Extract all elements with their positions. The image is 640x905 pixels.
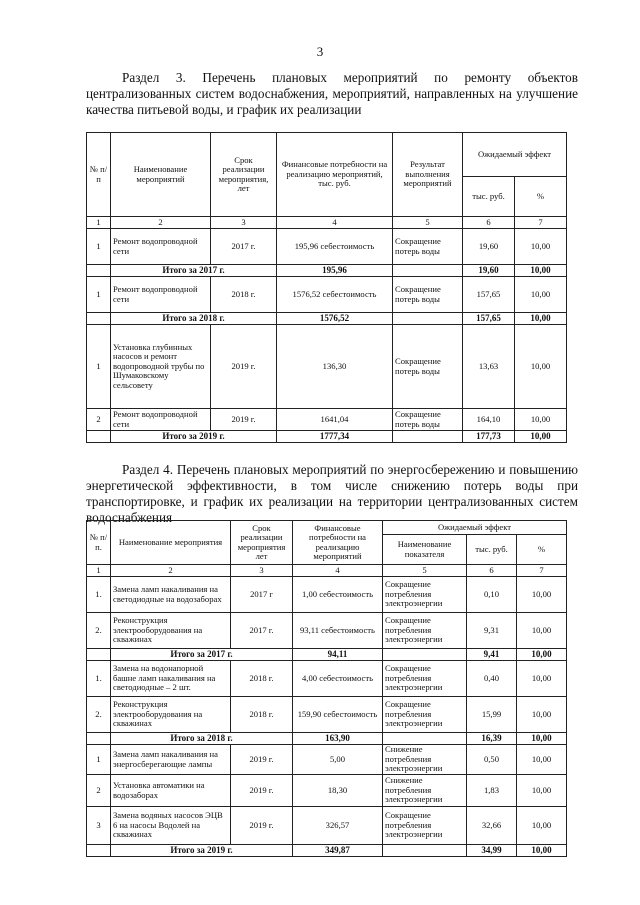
row-pct: 10,00 bbox=[517, 697, 567, 733]
row-rub: 164,10 bbox=[463, 409, 515, 431]
row-pct: 10,00 bbox=[515, 277, 567, 313]
colnum: 7 bbox=[517, 565, 567, 577]
section4-colnum-row bbox=[87, 565, 567, 577]
row-name: Замена ламп накаливания на энергосберегающие лампы bbox=[111, 745, 231, 775]
total-pct: 10,00 bbox=[517, 845, 567, 857]
colnum: 4 bbox=[277, 217, 393, 229]
total-finance: 163,90 bbox=[293, 733, 383, 745]
total-finance: 94,11 bbox=[293, 649, 383, 661]
total-row bbox=[87, 649, 567, 661]
total-spacer bbox=[87, 845, 111, 857]
row-num: 1. bbox=[87, 661, 111, 697]
row-num: 2. bbox=[87, 697, 111, 733]
colnum: 2 bbox=[111, 217, 211, 229]
row-finance: 159,90 себестоимость bbox=[293, 697, 383, 733]
row-term: 2017 г bbox=[231, 577, 293, 613]
total-pct: 10,00 bbox=[517, 649, 567, 661]
colnum: 3 bbox=[231, 565, 293, 577]
row-result: Снижение потребления электроэнергии bbox=[383, 745, 467, 775]
row-pct: 10,00 bbox=[517, 745, 567, 775]
total-spacer bbox=[87, 649, 111, 661]
header-term: Срок реализации мероприятия, лет bbox=[211, 133, 277, 217]
table-row bbox=[87, 613, 567, 649]
row-rub: 1,83 bbox=[467, 775, 517, 807]
page-number: 3 bbox=[316, 44, 324, 59]
header-indicator: Наименование показателя bbox=[383, 535, 467, 565]
row-finance: 93,11 себестоимость bbox=[293, 613, 383, 649]
row-name: Замена на водонапорной башне ламп накаливания на светодиодные – 2 шт. bbox=[111, 661, 231, 697]
total-rub: 157,65 bbox=[463, 313, 515, 325]
row-pct: 10,00 bbox=[517, 775, 567, 807]
colnum: 6 bbox=[467, 565, 517, 577]
colnum: 1 bbox=[87, 565, 111, 577]
row-pct: 10,00 bbox=[515, 325, 567, 409]
total-finance: 195,96 bbox=[277, 265, 393, 277]
total-spacer bbox=[383, 845, 467, 857]
row-rub: 0,10 bbox=[467, 577, 517, 613]
colnum: 6 bbox=[463, 217, 515, 229]
colnum: 3 bbox=[211, 217, 277, 229]
row-name: Ремонт водопроводной сети bbox=[111, 409, 211, 431]
colnum: 1 bbox=[87, 217, 111, 229]
row-num: 1 bbox=[87, 745, 111, 775]
row-rub: 13,63 bbox=[463, 325, 515, 409]
row-result: Сокращение потребления электроэнергии bbox=[383, 807, 467, 845]
total-spacer bbox=[383, 733, 467, 745]
row-num: 1 bbox=[87, 325, 111, 409]
row-term: 2019 г. bbox=[231, 745, 293, 775]
row-result: Снижение потребления электроэнергии bbox=[383, 775, 467, 807]
row-result: Сокращение потребления электроэнергии bbox=[383, 613, 467, 649]
section3-heading: Раздел 3. Перечень плановых мероприятий по ремонту объектов централизованных систем водоснабжения, мероприятий, направленных на улучшение качества питьевой воды, и график их реализации bbox=[86, 70, 578, 117]
row-term: 2019 г. bbox=[211, 325, 277, 409]
section4-header-row bbox=[87, 521, 567, 535]
row-result: Сокращение потребления электроэнергии bbox=[383, 577, 467, 613]
row-term: 2018 г. bbox=[231, 661, 293, 697]
total-pct: 10,00 bbox=[515, 313, 567, 325]
total-rub: 19,60 bbox=[463, 265, 515, 277]
total-label: Итого за 2017 г. bbox=[111, 649, 293, 661]
total-spacer bbox=[383, 649, 467, 661]
total-rub: 9,41 bbox=[467, 649, 517, 661]
row-finance: 1,00 себестоимость bbox=[293, 577, 383, 613]
header-num: № п/п bbox=[87, 133, 111, 217]
header-effect-rub: тыс. руб. bbox=[467, 535, 517, 565]
row-rub: 0,40 bbox=[467, 661, 517, 697]
row-pct: 10,00 bbox=[515, 409, 567, 431]
total-spacer bbox=[393, 313, 463, 325]
section3-header-row bbox=[87, 133, 567, 177]
total-finance: 349,87 bbox=[293, 845, 383, 857]
total-spacer bbox=[393, 265, 463, 277]
total-finance: 1777,34 bbox=[277, 431, 393, 443]
total-pct: 10,00 bbox=[515, 431, 567, 443]
header-effect-pct: % bbox=[515, 177, 567, 217]
row-name: Замена ламп накаливания на светодиодные на водозаборах bbox=[111, 577, 231, 613]
row-result: Сокращение потребления электроэнергии bbox=[383, 661, 467, 697]
table-row bbox=[87, 661, 567, 697]
header-finance: Финансовые потребности на реализацию мероприятий, тыс. руб. bbox=[277, 133, 393, 217]
total-finance: 1576,52 bbox=[277, 313, 393, 325]
table-row bbox=[87, 697, 567, 733]
total-pct: 10,00 bbox=[517, 733, 567, 745]
row-result: Сокращение потерь воды bbox=[393, 409, 463, 431]
row-name: Замена водяных насосов ЭЦВ 6 на насосы Водолей на скважинах bbox=[111, 807, 231, 845]
row-name: Реконструкция электрооборудования на скважинах bbox=[111, 697, 231, 733]
total-row bbox=[87, 845, 567, 857]
total-spacer bbox=[87, 431, 111, 443]
row-term: 2019 г. bbox=[231, 807, 293, 845]
row-finance: 4,00 себестоимость bbox=[293, 661, 383, 697]
total-label: Итого за 2018 г. bbox=[111, 313, 277, 325]
total-row bbox=[87, 265, 567, 277]
row-term: 2019 г. bbox=[231, 775, 293, 807]
table-row bbox=[87, 775, 567, 807]
table-row bbox=[87, 325, 567, 409]
table-row bbox=[87, 577, 567, 613]
row-term: 2018 г. bbox=[231, 697, 293, 733]
header-term: Срок реализации мероприятия лет bbox=[231, 521, 293, 565]
header-effect-rub: тыс. руб. bbox=[463, 177, 515, 217]
total-spacer bbox=[87, 733, 111, 745]
row-finance: 195,96 себестоимость bbox=[277, 229, 393, 265]
row-result: Сокращение потерь воды bbox=[393, 277, 463, 313]
table-row bbox=[87, 229, 567, 265]
total-label: Итого за 2019 г. bbox=[111, 431, 277, 443]
table-row bbox=[87, 807, 567, 845]
row-finance: 1576,52 себестоимость bbox=[277, 277, 393, 313]
row-result: Сокращение потребления электроэнергии bbox=[383, 697, 467, 733]
total-rub: 34,99 bbox=[467, 845, 517, 857]
total-label: Итого за 2018 г. bbox=[111, 733, 293, 745]
total-rub: 16,39 bbox=[467, 733, 517, 745]
colnum: 5 bbox=[383, 565, 467, 577]
row-num: 2. bbox=[87, 613, 111, 649]
row-num: 2 bbox=[87, 409, 111, 431]
total-spacer bbox=[87, 265, 111, 277]
row-result: Сокращение потерь воды bbox=[393, 325, 463, 409]
row-name: Реконструкция электрооборудования на скважинах bbox=[111, 613, 231, 649]
row-name: Установка автоматики на водозаборах bbox=[111, 775, 231, 807]
row-rub: 9,31 bbox=[467, 613, 517, 649]
header-name: Наименование мероприятия bbox=[111, 521, 231, 565]
row-rub: 19,60 bbox=[463, 229, 515, 265]
total-rub: 177,73 bbox=[463, 431, 515, 443]
total-row bbox=[87, 313, 567, 325]
header-effect-pct: % bbox=[517, 535, 567, 565]
total-row bbox=[87, 431, 567, 443]
row-num: 1 bbox=[87, 277, 111, 313]
row-finance: 326,57 bbox=[293, 807, 383, 845]
total-spacer bbox=[393, 431, 463, 443]
row-num: 2 bbox=[87, 775, 111, 807]
row-result: Сокращение потерь воды bbox=[393, 229, 463, 265]
row-name: Ремонт водопроводной сети bbox=[111, 229, 211, 265]
table-row bbox=[87, 277, 567, 313]
row-rub: 157,65 bbox=[463, 277, 515, 313]
row-rub: 32,66 bbox=[467, 807, 517, 845]
total-pct: 10,00 bbox=[515, 265, 567, 277]
total-label: Итого за 2019 г. bbox=[111, 845, 293, 857]
row-pct: 10,00 bbox=[517, 661, 567, 697]
table-row bbox=[87, 409, 567, 431]
section3-colnum-row bbox=[87, 217, 567, 229]
header-name: Наименование мероприятий bbox=[111, 133, 211, 217]
section3-table bbox=[86, 132, 567, 443]
row-finance: 136,30 bbox=[277, 325, 393, 409]
row-finance: 18,30 bbox=[293, 775, 383, 807]
total-row bbox=[87, 733, 567, 745]
header-result: Результат выполнения мероприятий bbox=[393, 133, 463, 217]
row-finance: 1641,04 bbox=[277, 409, 393, 431]
colnum: 4 bbox=[293, 565, 383, 577]
header-num: № п/п. bbox=[87, 521, 111, 565]
header-effect: Ожидаемый эффект bbox=[463, 133, 567, 177]
row-name: Установка глубинных насосов и ремонт водопроводной трубы по Шумаковскому сельсовету bbox=[111, 325, 211, 409]
colnum: 5 bbox=[393, 217, 463, 229]
colnum: 2 bbox=[111, 565, 231, 577]
row-num: 1. bbox=[87, 577, 111, 613]
row-name: Ремонт водопроводной сети bbox=[111, 277, 211, 313]
row-pct: 10,00 bbox=[517, 613, 567, 649]
colnum: 7 bbox=[515, 217, 567, 229]
row-pct: 10,00 bbox=[517, 807, 567, 845]
row-pct: 10,00 bbox=[517, 577, 567, 613]
row-pct: 10,00 bbox=[515, 229, 567, 265]
row-term: 2017 г. bbox=[231, 613, 293, 649]
row-num: 3 bbox=[87, 807, 111, 845]
total-spacer bbox=[87, 313, 111, 325]
header-effect: Ожидаемый эффект bbox=[383, 521, 567, 535]
row-rub: 0,50 bbox=[467, 745, 517, 775]
row-num: 1 bbox=[87, 229, 111, 265]
row-rub: 15,99 bbox=[467, 697, 517, 733]
table-row bbox=[87, 745, 567, 775]
header-finance: Финансовые потребности на реализацию мероприятий bbox=[293, 521, 383, 565]
row-term: 2019 г. bbox=[211, 409, 277, 431]
total-label: Итого за 2017 г. bbox=[111, 265, 277, 277]
section4-table bbox=[86, 520, 567, 857]
section4-heading: Раздел 4. Перечень плановых мероприятий по энергосбережению и повышению энергетической эффективности, в том числе снижению потерь воды при транспортировке, и график их реализации на территории централизованных систем водоснабжения bbox=[86, 462, 578, 525]
row-term: 2018 г. bbox=[211, 277, 277, 313]
row-term: 2017 г. bbox=[211, 229, 277, 265]
row-finance: 5,00 bbox=[293, 745, 383, 775]
